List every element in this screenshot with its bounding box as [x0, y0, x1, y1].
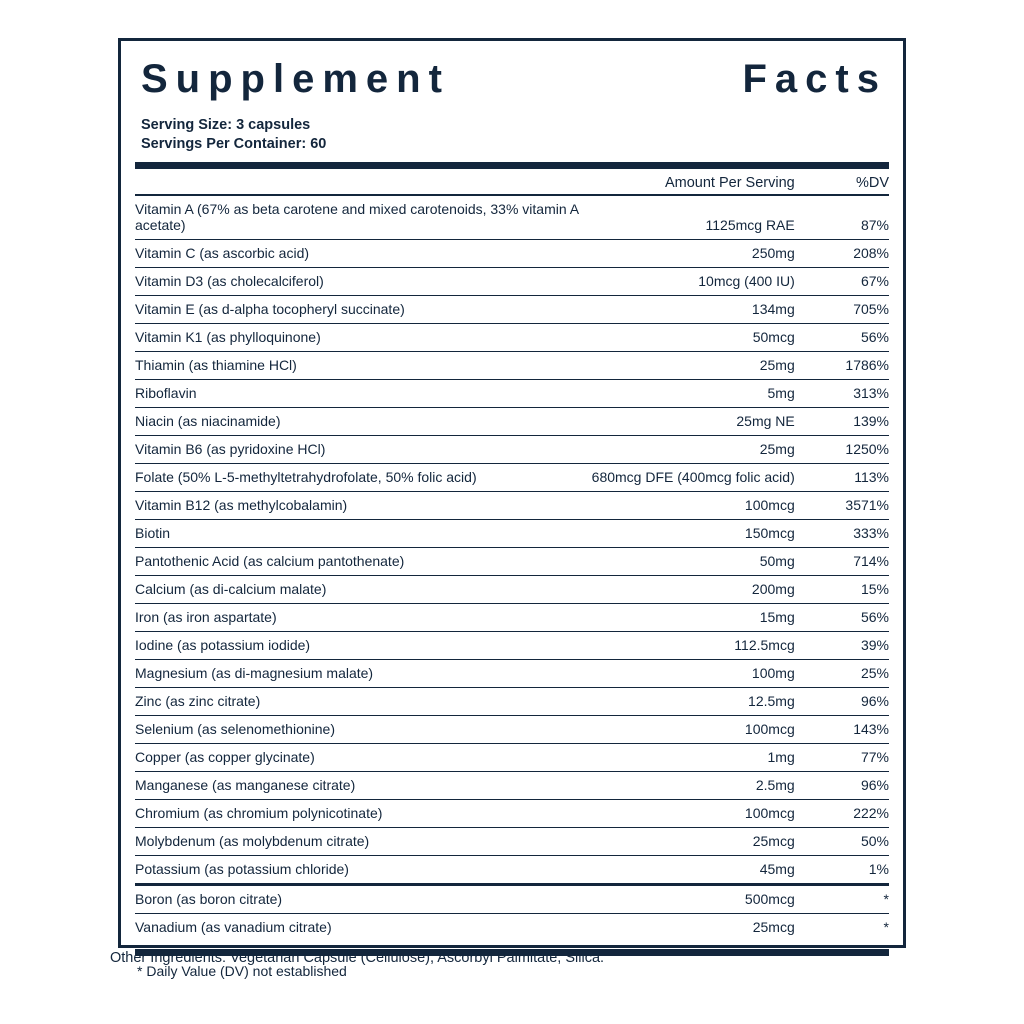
nutrient-dv: 313%	[795, 379, 889, 407]
nutrient-name: Magnesium (as di-magnesium malate)	[135, 659, 580, 687]
nutrient-dv: 143%	[795, 715, 889, 743]
table-row	[135, 715, 889, 743]
nutrient-amount: 100mcg	[580, 491, 795, 519]
nutrient-amount: 200mg	[580, 575, 795, 603]
nutrient-dv: 208%	[795, 239, 889, 267]
title-word-facts: Facts	[742, 57, 887, 101]
divider-thick-top	[135, 162, 889, 169]
nutrient-amount: 25mg	[580, 351, 795, 379]
nutrition-table	[135, 169, 889, 941]
nutrient-dv: 139%	[795, 407, 889, 435]
nutrient-name: Folate (50% L-5-methyltetrahydrofolate, 50% folic acid)	[135, 463, 580, 491]
servings-per-container: Servings Per Container: 60	[141, 136, 327, 152]
nutrient-name: Vitamin A (67% as beta carotene and mixed carotenoids, 33% vitamin A acetate)	[135, 195, 580, 240]
nutrient-name: Calcium (as di-calcium malate)	[135, 575, 580, 603]
nutrient-name: Manganese (as manganese citrate)	[135, 771, 580, 799]
nutrient-name: Iron (as iron aspartate)	[135, 603, 580, 631]
nutrient-amount: 25mg NE	[580, 407, 795, 435]
nutrient-amount: 50mg	[580, 547, 795, 575]
nutrient-name: Biotin	[135, 519, 580, 547]
nutrient-name: Chromium (as chromium polynicotinate)	[135, 799, 580, 827]
nutrient-name: Copper (as copper glycinate)	[135, 743, 580, 771]
nutrient-amount: 50mcg	[580, 323, 795, 351]
nutrient-name: Vitamin K1 (as phylloquinone)	[135, 323, 580, 351]
daily-value-footnote: * Daily Value (DV) not established	[137, 962, 347, 979]
nutrient-dv: 705%	[795, 295, 889, 323]
nutrient-name: Boron (as boron citrate)	[135, 884, 580, 913]
nutrient-dv: 1786%	[795, 351, 889, 379]
table-row	[135, 884, 889, 913]
title-word-supplement: Supplement	[141, 57, 450, 101]
table-row	[135, 855, 889, 884]
table-row	[135, 435, 889, 463]
table-row	[135, 631, 889, 659]
table-row	[135, 913, 889, 941]
table-row	[135, 195, 889, 240]
nutrient-amount: 500mcg	[580, 884, 795, 913]
nutrient-name: Vitamin D3 (as cholecalciferol)	[135, 267, 580, 295]
nutrient-amount: 25mcg	[580, 827, 795, 855]
nutrient-dv: 1%	[795, 855, 889, 884]
nutrient-dv: 87%	[795, 195, 889, 240]
nutrient-dv: *	[795, 884, 889, 913]
nutrient-amount: 100mg	[580, 659, 795, 687]
table-row	[135, 799, 889, 827]
table-row	[135, 603, 889, 631]
nutrient-amount: 12.5mg	[580, 687, 795, 715]
nutrient-amount: 100mcg	[580, 715, 795, 743]
table-row	[135, 295, 889, 323]
column-header-amount: Amount Per Serving	[580, 169, 795, 195]
nutrient-dv: 96%	[795, 771, 889, 799]
page-title	[135, 47, 889, 102]
table-header	[135, 169, 889, 195]
nutrient-amount: 250mg	[580, 239, 795, 267]
nutrient-amount: 112.5mcg	[580, 631, 795, 659]
nutrient-amount: 1125mcg RAE	[580, 195, 795, 240]
nutrient-dv: 67%	[795, 267, 889, 295]
column-header-nutrient	[135, 169, 580, 195]
nutrient-dv: 3571%	[795, 491, 889, 519]
nutrient-dv: 77%	[795, 743, 889, 771]
nutrient-dv: 113%	[795, 463, 889, 491]
nutrient-dv: 96%	[795, 687, 889, 715]
nutrient-dv: 56%	[795, 603, 889, 631]
nutrient-amount: 150mcg	[580, 519, 795, 547]
nutrient-name: Riboflavin	[135, 379, 580, 407]
nutrient-name: Niacin (as niacinamide)	[135, 407, 580, 435]
other-ingredients: Other Ingredients: Vegetarian Capsule (Cellulose), Ascorbyl Palmitate, Silica.	[110, 950, 605, 966]
table-row	[135, 379, 889, 407]
nutrient-dv: 25%	[795, 659, 889, 687]
nutrient-dv: 39%	[795, 631, 889, 659]
table-row	[135, 687, 889, 715]
nutrient-amount: 25mcg	[752, 919, 795, 935]
table-row	[135, 827, 889, 855]
nutrient-amount: 15mg	[580, 603, 795, 631]
table-body	[135, 195, 889, 941]
table-row	[135, 547, 889, 575]
nutrient-name: Vanadium (as vanadium citrate)	[135, 919, 332, 935]
table-row	[135, 743, 889, 771]
nutrient-name: Pantothenic Acid (as calcium pantothenate)	[135, 547, 580, 575]
nutrient-name: Vitamin B12 (as methylcobalamin)	[135, 491, 580, 519]
table-row	[135, 519, 889, 547]
nutrient-name: Thiamin (as thiamine HCl)	[135, 351, 580, 379]
nutrient-amount: 1mg	[580, 743, 795, 771]
column-header-dv: %DV	[795, 169, 889, 195]
table-row	[135, 407, 889, 435]
nutrient-name: Vitamin C (as ascorbic acid)	[135, 239, 580, 267]
table-row	[135, 463, 889, 491]
table-row	[135, 351, 889, 379]
nutrient-amount: 10mcg (400 IU)	[580, 267, 795, 295]
table-row	[135, 323, 889, 351]
nutrient-dv: 15%	[795, 575, 889, 603]
serving-size: Serving Size: 3 capsules	[141, 117, 311, 133]
nutrient-name: Iodine (as potassium iodide)	[135, 631, 580, 659]
table-header-row	[135, 169, 889, 195]
nutrient-amount: 134mg	[580, 295, 795, 323]
nutrient-dv: 333%	[795, 519, 889, 547]
nutrient-name: Zinc (as zinc citrate)	[135, 687, 580, 715]
nutrient-name: Vitamin E (as d-alpha tocopheryl succinate)	[135, 295, 580, 323]
serving-info	[135, 116, 889, 154]
nutrient-name: Vitamin B6 (as pyridoxine HCl)	[135, 435, 580, 463]
nutrient-name: Molybdenum (as molybdenum citrate)	[135, 827, 580, 855]
table-row	[135, 491, 889, 519]
nutrient-dv: 56%	[795, 323, 889, 351]
table-row	[135, 575, 889, 603]
nutrient-name: Potassium (as potassium chloride)	[135, 855, 580, 884]
nutrient-amount: 680mcg DFE (400mcg folic acid)	[580, 463, 795, 491]
nutrient-dv: 714%	[795, 547, 889, 575]
table-row	[135, 771, 889, 799]
nutrient-amount: 25mg	[580, 435, 795, 463]
table-row	[135, 659, 889, 687]
nutrient-amount: 5mg	[580, 379, 795, 407]
nutrient-dv: 222%	[795, 799, 889, 827]
table-row	[135, 267, 889, 295]
nutrient-amount: 2.5mg	[580, 771, 795, 799]
nutrient-dv: *	[883, 919, 889, 935]
nutrient-dv: 1250%	[795, 435, 889, 463]
table-row	[135, 239, 889, 267]
nutrient-name: Selenium (as selenomethionine)	[135, 715, 580, 743]
nutrient-dv: 50%	[795, 827, 889, 855]
nutrient-amount: 100mcg	[580, 799, 795, 827]
nutrient-amount: 45mg	[580, 855, 795, 884]
